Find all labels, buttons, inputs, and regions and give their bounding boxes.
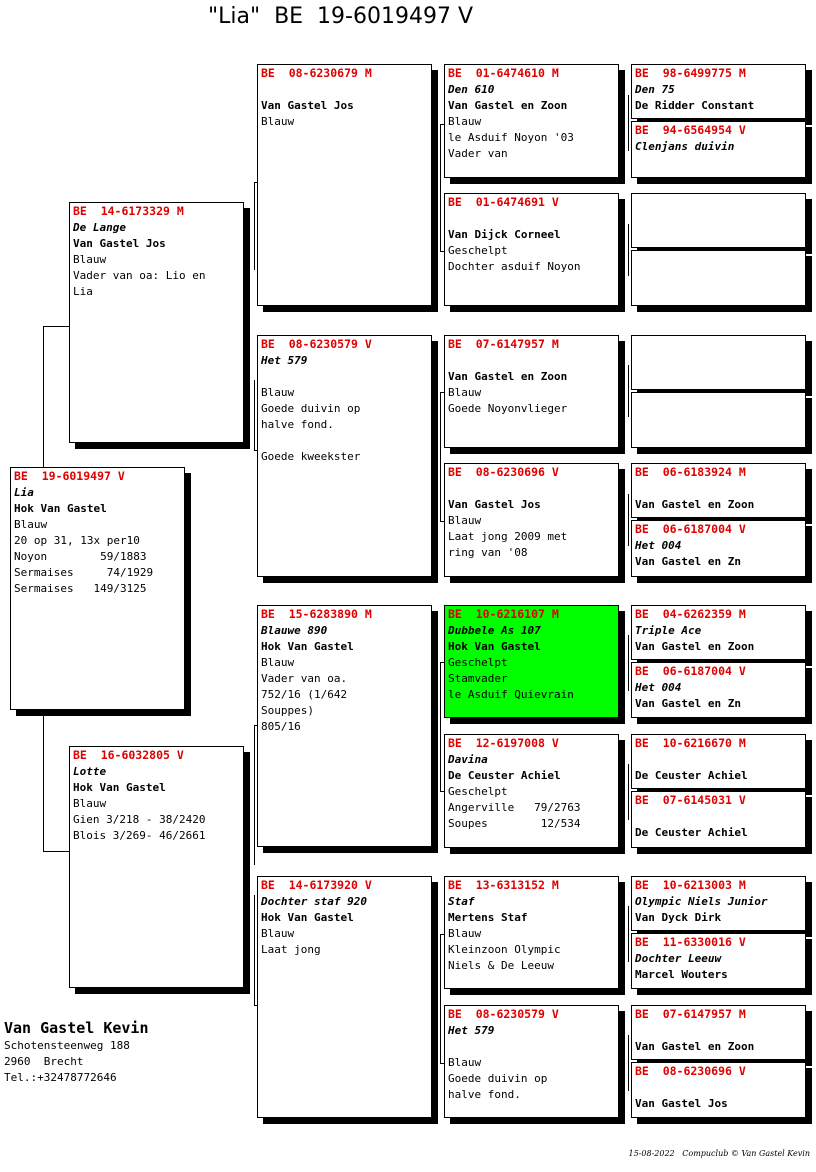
- breeder-name: Hok Van Gastel: [261, 640, 354, 653]
- breeder-name: Hok Van Gastel: [448, 640, 541, 653]
- pigeon-name: Lia: [14, 486, 34, 499]
- breeder-name: Hok Van Gastel: [73, 781, 166, 794]
- pigeon-card-g4-2[interactable]: [631, 121, 806, 178]
- pigeon-info: Noyon 59/1883: [14, 550, 147, 563]
- pigeon-info: Vader van: [448, 147, 508, 160]
- pigeon-name: Dubbele As 107: [448, 624, 541, 637]
- pigeon-card-g4-12[interactable]: [631, 791, 806, 848]
- ring-number: BE 08-6230579 V: [261, 337, 372, 351]
- pigeon-name: Lotte: [73, 765, 107, 778]
- ring-number: BE 01-6474610 M: [448, 66, 559, 80]
- ring-number: BE 12-6197008 V: [448, 736, 559, 750]
- ring-number: BE 10-6216670 M: [635, 736, 746, 750]
- pigeon-card-g4-3[interactable]: [631, 193, 806, 248]
- ring-number: BE 98-6499775 M: [635, 66, 746, 80]
- pigeon-info: 20 op 31, 13x per10: [14, 534, 140, 547]
- pigeon-info: Blauw: [14, 518, 48, 531]
- connector: [440, 934, 441, 1063]
- pigeon-name: Dochter Leeuw: [635, 952, 722, 965]
- connector: [628, 906, 629, 962]
- pigeon-name: Dochter staf 920: [261, 895, 367, 908]
- spacer: [635, 752, 802, 768]
- connector: [43, 326, 71, 327]
- pigeon-card-fmm[interactable]: [444, 463, 619, 577]
- pigeon-name: De Lange: [73, 221, 126, 234]
- pigeon-card-fff[interactable]: [444, 64, 619, 178]
- ring-number: BE 04-6262359 M: [635, 607, 746, 621]
- pigeon-info: Blauw: [448, 386, 482, 399]
- pigeon-info: Sermaises 74/1929: [14, 566, 154, 579]
- ring-number: BE 13-6313152 M: [448, 878, 559, 892]
- pigeon-card-mf[interactable]: [257, 605, 432, 847]
- spacer: [261, 433, 428, 449]
- connector: [628, 494, 629, 546]
- pigeon-name: Davina: [448, 753, 488, 766]
- connector: [254, 725, 255, 865]
- spacer: [261, 369, 428, 385]
- connector: [43, 851, 71, 852]
- owner-name: Van Gastel Kevin: [4, 1019, 149, 1037]
- spacer: [448, 1039, 615, 1055]
- owner-phone: Tel.:+32478772646: [4, 1071, 117, 1084]
- connector: [43, 712, 44, 852]
- pigeon-name: Het 004: [635, 539, 682, 552]
- ring-number: BE 06-6187004 V: [635, 664, 746, 678]
- pigeon-name: Den 75: [635, 83, 675, 96]
- pigeon-card-mmm[interactable]: [444, 1005, 619, 1118]
- ring-number: BE 06-6183924 M: [635, 465, 746, 479]
- breeder-name: Van Gastel en Zoon: [635, 1040, 755, 1053]
- spacer: [448, 211, 615, 227]
- pigeon-info: Dochter asduif Noyon: [448, 260, 581, 273]
- connector: [440, 662, 441, 791]
- breeder-name: Van Dyck Dirk: [635, 911, 722, 924]
- breeder-name: Van Gastel en Zoon: [448, 99, 568, 112]
- connector: [628, 224, 629, 276]
- breeder-name: De Ceuster Achiel: [448, 769, 561, 782]
- pigeon-card-mm[interactable]: [257, 876, 432, 1118]
- pigeon-info: Geschelpt: [448, 244, 508, 257]
- pigeon-info: Kleinzoon Olympic: [448, 943, 561, 956]
- connector: [628, 635, 629, 691]
- pigeon-info: Stamvader: [448, 672, 508, 685]
- pigeon-card-g4-1[interactable]: [631, 64, 806, 119]
- breeder-name: De Ceuster Achiel: [635, 826, 748, 839]
- pigeon-info: Blauw: [448, 927, 482, 940]
- pigeon-info: Goede duivin op: [261, 402, 361, 415]
- connector: [254, 895, 255, 1005]
- ring-number: BE 08-6230696 V: [448, 465, 559, 479]
- pigeon-card-g4-15[interactable]: [631, 1005, 806, 1060]
- pigeon-info: Souppes): [261, 704, 314, 717]
- pigeon-card-g4-4[interactable]: [631, 250, 806, 306]
- breeder-name: Hok Van Gastel: [14, 502, 107, 515]
- pigeon-info: le Asduif Noyon '03: [448, 131, 574, 144]
- pigeon-card-g4-5[interactable]: [631, 335, 806, 390]
- breeder-name: Hok Van Gastel: [261, 911, 354, 924]
- ring-number: BE 07-6147957 M: [635, 1007, 746, 1021]
- pigeon-card-g4-10[interactable]: [631, 662, 806, 718]
- breeder-name: Van Gastel en Zoon: [635, 498, 755, 511]
- ring-number: BE 08-6230679 M: [261, 66, 372, 80]
- pigeon-name: Het 579: [261, 354, 308, 367]
- breeder-name: Van Gastel en Zoon: [635, 640, 755, 653]
- pigeon-info: Blauw: [261, 386, 295, 399]
- ring-number: BE 10-6213003 M: [635, 878, 746, 892]
- pigeon-name: Clenjans duivin: [635, 140, 735, 153]
- pigeon-info: Vader van oa.: [261, 672, 348, 685]
- spacer: [635, 809, 802, 825]
- pigeon-info: Vader van oa: Lio en: [73, 269, 206, 282]
- breeder-name: Mertens Staf: [448, 911, 528, 924]
- ring-number: BE 16-6032805 V: [73, 748, 184, 762]
- spacer: [448, 353, 615, 369]
- ring-number: BE 11-6330016 V: [635, 935, 746, 949]
- connector: [628, 764, 629, 820]
- connector: [43, 326, 44, 468]
- pigeon-info: Lia: [73, 285, 93, 298]
- pigeon-card-g4-14[interactable]: [631, 933, 806, 989]
- pigeon-card-fm[interactable]: [257, 335, 432, 577]
- breeder-name: Van Gastel Jos: [73, 237, 166, 250]
- pigeon-info: Goede duivin op: [448, 1072, 548, 1085]
- pigeon-info: Blauw: [448, 115, 482, 128]
- pigeon-info: ring van '08: [448, 546, 528, 559]
- ring-number: BE 19-6019497 V: [14, 469, 125, 483]
- pigeon-card-ff[interactable]: [257, 64, 432, 306]
- pigeon-name: Het 004: [635, 681, 682, 694]
- pigeon-card-g4-13[interactable]: [631, 876, 806, 931]
- pigeon-card-fmf[interactable]: [444, 335, 619, 448]
- pigeon-info: Goede kweekster: [261, 450, 361, 463]
- pigeon-card-mff[interactable]: [444, 605, 619, 718]
- pigeon-card-g4-8[interactable]: [631, 520, 806, 577]
- pigeon-info: Blauw: [73, 253, 107, 266]
- ring-number: BE 08-6230696 V: [635, 1064, 746, 1078]
- pigeon-card-mother[interactable]: [69, 746, 244, 988]
- pigeon-name: Den 610: [448, 83, 495, 96]
- pigeon-info: Blois 3/269- 46/2661: [73, 829, 206, 842]
- ring-number: BE 15-6283890 M: [261, 607, 372, 621]
- connector: [254, 182, 255, 270]
- connector: [628, 365, 629, 417]
- ring-number: BE 10-6216107 M: [448, 607, 559, 621]
- pigeon-card-g4-7[interactable]: [631, 463, 806, 518]
- spacer: [635, 1080, 802, 1096]
- pigeon-info: Laat jong 2009 met: [448, 530, 568, 543]
- connector: [628, 95, 629, 151]
- pigeon-card-mmf[interactable]: [444, 876, 619, 989]
- owner-street: Schotensteenweg 188: [4, 1039, 130, 1052]
- pigeon-info: halve fond.: [448, 1088, 521, 1101]
- ring-number: BE 07-6147957 M: [448, 337, 559, 351]
- pigeon-info: Blauw: [73, 797, 107, 810]
- pigeon-card-mfm[interactable]: [444, 734, 619, 848]
- pigeon-info: 805/16: [261, 720, 301, 733]
- breeder-name: De Ceuster Achiel: [635, 769, 748, 782]
- spacer: [635, 481, 802, 497]
- pigeon-info: halve fond.: [261, 418, 334, 431]
- connector: [440, 392, 441, 521]
- pigeon-name: Blauwe 890: [261, 624, 328, 637]
- breeder-name: Van Gastel Jos: [635, 1097, 728, 1110]
- pigeon-info: Blauw: [261, 115, 295, 128]
- pigeon-card-g4-11[interactable]: [631, 734, 806, 789]
- spacer: [261, 82, 428, 98]
- ring-number: BE 01-6474691 V: [448, 195, 559, 209]
- pigeon-name: Staf: [448, 895, 475, 908]
- pigeon-info: Geschelpt: [448, 656, 508, 669]
- pedigree-title: "Lia" BE 19-6019497 V: [208, 4, 474, 29]
- pigeon-info: Niels & De Leeuw: [448, 959, 554, 972]
- connector: [628, 1035, 629, 1091]
- pigeon-info: Geschelpt: [448, 785, 508, 798]
- breeder-name: Van Dijck Corneel: [448, 228, 561, 241]
- pigeon-info: Gien 3/218 - 38/2420: [73, 813, 206, 826]
- pigeon-name: Olympic Niels Junior: [635, 895, 768, 908]
- pigeon-info: Sermaises 149/3125: [14, 582, 147, 595]
- pigeon-card-g4-6[interactable]: [631, 392, 806, 448]
- ring-number: BE 14-6173329 M: [73, 204, 184, 218]
- spacer: [635, 1023, 802, 1039]
- print-footer: 15-08-2022 Compuclub © Van Gastel Kevin: [628, 1149, 810, 1158]
- pigeon-info: Laat jong: [261, 943, 321, 956]
- breeder-name: Van Gastel en Zn: [635, 697, 741, 710]
- breeder-name: Van Gastel en Zoon: [448, 370, 568, 383]
- pigeon-info: Blauw: [448, 1056, 482, 1069]
- pigeon-info: le Asduif Quievrain: [448, 688, 574, 701]
- pigeon-name: Het 579: [448, 1024, 495, 1037]
- ring-number: BE 08-6230579 V: [448, 1007, 559, 1021]
- connector: [254, 380, 255, 450]
- pigeon-info: Angerville 79/2763: [448, 801, 581, 814]
- pigeon-card-subject[interactable]: [10, 467, 185, 710]
- pigeon-info: 752/16 (1/642: [261, 688, 348, 701]
- breeder-name: De Ridder Constant: [635, 99, 755, 112]
- breeder-name: Van Gastel Jos: [261, 99, 354, 112]
- pigeon-card-g4-9[interactable]: [631, 605, 806, 660]
- pigeon-info: Blauw: [261, 656, 295, 669]
- pigeon-name: Triple Ace: [635, 624, 702, 637]
- breeder-name: Van Gastel en Zn: [635, 555, 741, 568]
- pigeon-info: Blauw: [448, 514, 482, 527]
- connector: [440, 124, 441, 251]
- pigeon-card-father[interactable]: [69, 202, 244, 443]
- breeder-name: Van Gastel Jos: [448, 498, 541, 511]
- pigeon-info: Blauw: [261, 927, 295, 940]
- ring-number: BE 94-6564954 V: [635, 123, 746, 137]
- ring-number: BE 07-6145031 V: [635, 793, 746, 807]
- ring-number: BE 06-6187004 V: [635, 522, 746, 536]
- owner-address-block: [4, 1018, 149, 1086]
- pigeon-info: Soupes 12/534: [448, 817, 581, 830]
- pigeon-card-ffm[interactable]: [444, 193, 619, 306]
- spacer: [448, 481, 615, 497]
- owner-city: 2960 Brecht: [4, 1055, 84, 1068]
- breeder-name: Marcel Wouters: [635, 968, 728, 981]
- ring-number: BE 14-6173920 V: [261, 878, 372, 892]
- pigeon-card-g4-16[interactable]: [631, 1062, 806, 1118]
- pigeon-info: Goede Noyonvlieger: [448, 402, 568, 415]
